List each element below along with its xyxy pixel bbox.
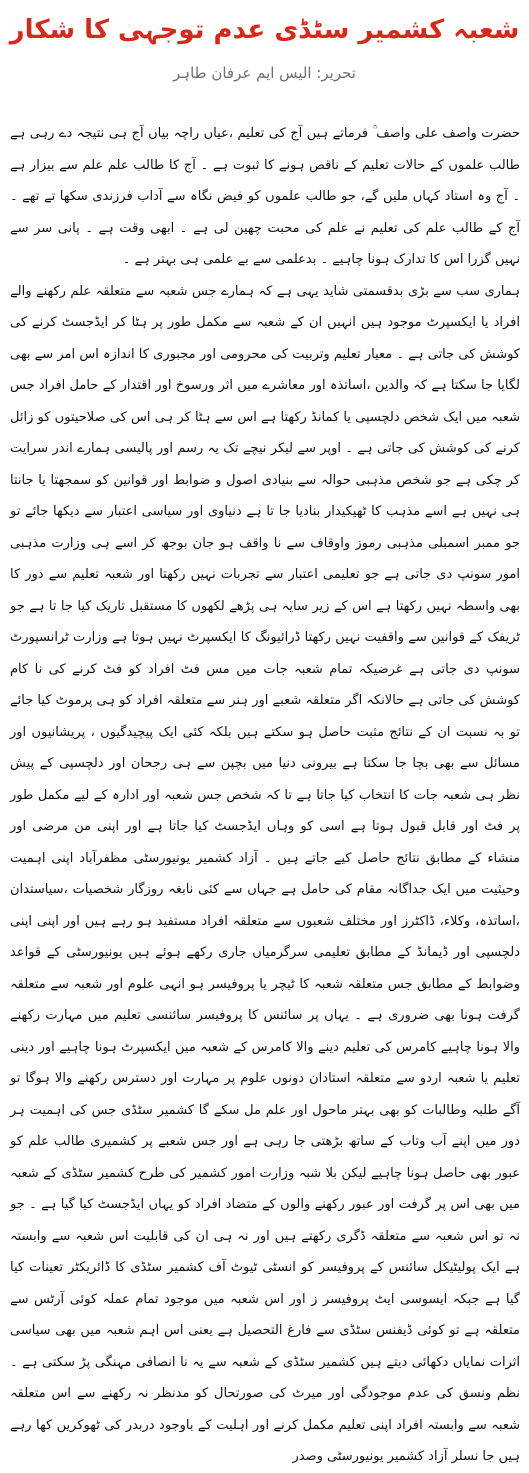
article-paragraph: ہماری سب سے بڑی بدقسمتی شاید یہی ہے کہ ہمارے جس شعبہ سے متعلقہ علم رکھنے والے افراد یا ایکسپرٹ موجود ہیں انہیں ان کے شعبہ سے مکمل طور پر ہٹا کر ایڈجسٹ کرنے کی کوشش کی جاتی ہے ۔ معیار تعلیم وتربیت کی محرومی اور مجبوری کا اندازہ اس امر سے بھی لگایا جا سکتا ہے کہ والدین ،اساتذہ اور معاشرے میں اثر ورسوخ اور اقتدار کے حامل افراد جس شعبہ میں ایک شخص دلچسپی یا کمانڈ رکھتا ہے اس سے ہٹا کر ہی اس کی صلاحیتوں کو زائل کرنے کی کوشش کی جاتی ہے ۔ اوپر سے لیکر نیچے تک یہ رسم اور پالیسی ہمارے اندر سرایت کر چکی ہے جو شخص مذہبی حوالہ سے بنیادی اصول و ضوابط اور قوانین کو سمجھتا یا جانتا ہی نہیں ہے اسے مذہب کا ٹھیکیدار بنادیا جا تا ہے دنیاوی اور سیاسی اعتبار سے دیکھا جائے تو جو ممبر اسمبلی مذہبی رموز واوقاف سے نا واقف ہو جان بوجھ کر اسے ہی وزارت مذہبی امور سونپ دی جاتی ہے جو تعلیمی اعتبار سے تجربات نہیں رکھتا اور شعبہ تعلیم سے دور کا بھی واسطہ نہیں رکھتا ہے اس کے زیر سایہ ہی پڑھے لکھوں کا مستقبل تاریک کیا جا تا ہے جو ٹریفک کے قوانین سے واقفیت نہیں رکھتا ڈرائیونگ کا ایکسپرٹ نہیں ہوتا ہے وزارت ٹرانسپورٹ سونپ دی جاتی ہے غرضیکہ تمام شعبہ جات میں مس فٹ افراد کو فٹ کرنے کی نا کام کوشش کی جاتی ہے حالانکہ اگر متعلقہ شعبے اور ہنر سے متعلقہ افراد کو ہی پرموٹ کیا جائے تو بہ نسبت ان کے نتائج مثبت حاصل ہو سکتے ہیں بلکہ کئی ایک پیچیدگیوں ، پریشانیوں اور مسائل سے بھی بچا جا سکتا ہے بیرونی دنیا میں بچپن سے ہی رجحان اور دلچسپی کے پیش نظر ہی شعبہ جات کا انتخاب کیا جاتا ہے تا کہ شخص جس شعبہ اور ادارہ کے لیے مکمل طور پر فٹ اور قابل قبول ہوتا ہے اسی کو وہاں ایڈجسٹ کیا جاتا ہے اور اپنی من مرضی اور منشاء کے مطابق نتائج حاصل کیے جاتے ہیں ۔ آزاد کشمیر یونیورسٹی مظفرآباد اپنی اہمیت وحیثیت میں ایک جداگانہ مقام کی حامل ہے جہاں سے کئی نابغہ روزگار شخصیات ،سیاستدان ،اساتذہ، وکلاء، ڈاکٹرز اور مختلف شعبوں سے متعلقہ افراد مستفید ہو رہے ہیں اور اپنی اپنی دلچسپی اور ڈیمانڈ کے مطابق تعلیمی سرگرمیاں جاری رکھے ہوئے ہیں یونیورسٹی کے قواعد وضوابط کے مطابق جس متعلقہ شعبہ کا ٹیچر یا پروفیسر ہو انہی علوم اور شعبہ سے متعلقہ گرفت ہونا بھی ضروری ہے ۔ یہاں پر سائنس کا پروفیسر سائنسی تعلیم میں مہارت رکھنے والا ہونا چاہیے کامرس کی تعلیم دینے والا کامرس کے شعبہ میں ایکسپرٹ ہونا چاہیے اور دینی تعلیم یا شعبہ اردو سے متعلقہ استادان دونوں علوم پر مہارت اور دسترس رکھنے والا ہوگا تو آگے طلبہ وطالبات کو بھی بہتر ماحول اور علم مل سکے گا کشمیر سٹڈی جس کی اہمیت ہر دور میں اپنے آب وتاب کے ساتھ بڑھتی جا رہی ہے اور جس شعبے پر کشمیری طالب علم کو عبور بھی حاصل ہونا چاہیے لیکن بلا شبہ وزارت امور کشمیر کی طرح کشمیر سٹڈی کے شعبہ میں بھی اس پر گرفت اور عبور رکھنے والوں کے متضاد افراد کو یہاں ایڈجسٹ کیا گیا ہے ۔ جو نہ تو اس شعبہ سے متعلقہ ڈگری رکھتے ہیں اور نہ ہی ان کی قابلیت اس شعبہ سے وابستہ ہے ایک پولیٹیکل سائنس کے پروفیسر کو انسٹی ٹیوٹ آف کشمیر سٹڈی کا ڈائریکٹر تعینات کیا گیا ہے جبکہ ایسوسی ایٹ پروفیسر ز اور اس شعبہ میں موجود تمام عملہ کوئی آرٹس سے متعلقہ ہے تو کوئی ڈیفنس سٹڈی سے فارغ التحصیل ہے یعنی اس اہم شعبہ میں بھی سیاسی اثرات نمایاں دکھائی دیتے ہیں کشمیر سٹڈی کے شعبہ سے یہ نا انصافی مہنگی پڑ سکتی ہے ۔ نظم ونسق کی عدم موجودگی اور میرٹ کی صورتحال کو مدنظر نہ رکھنے سے اس متعلقہ شعبہ سے وابستہ افراد اپنی تعلیم مکمل کرنے اور اہلیت کے باوجود دربدر کی ٹھوکریں کھا رہے ہیں جا نسلر آزاد کشمیر یونیورسٹی وصدر (10, 283, 520, 1464)
article-byline: تحریر: الیس ایم عرفان طاہر (173, 64, 356, 82)
article-headline: شعبہ کشمیر سٹڈی عدم توجہی کا شکار (9, 15, 520, 45)
article-body (10, 118, 520, 1473)
article-paragraph: حضرت واصف علی واصف ؒ فرماتے ہیں آج کی تعلیم ،عیاں راچہ بیاں آج ہی نتیجہ دے رہی ہے طالب علموں کے حالات تعلیم کے ناقص ہونے کا ثبوت ہے ۔ آج کا طالب علم علم سے بیزار ہے ۔ آج وہ استاد کہاں ملیں گے، جو طالب علموں کو فیض نگاہ سے آداب فرزندی سکھا تے تھے ۔ آج کے طالب علم کی تعلیم نے علم کی محبت چھین لی ہے ۔ ابھی وقت ہے ۔ پانی سر سے نہیں گزرا اس کا تدارک ہونا چاہیے ۔ بدعلمی سے بے علمی ہی بہتر ہے ۔ (10, 126, 520, 267)
